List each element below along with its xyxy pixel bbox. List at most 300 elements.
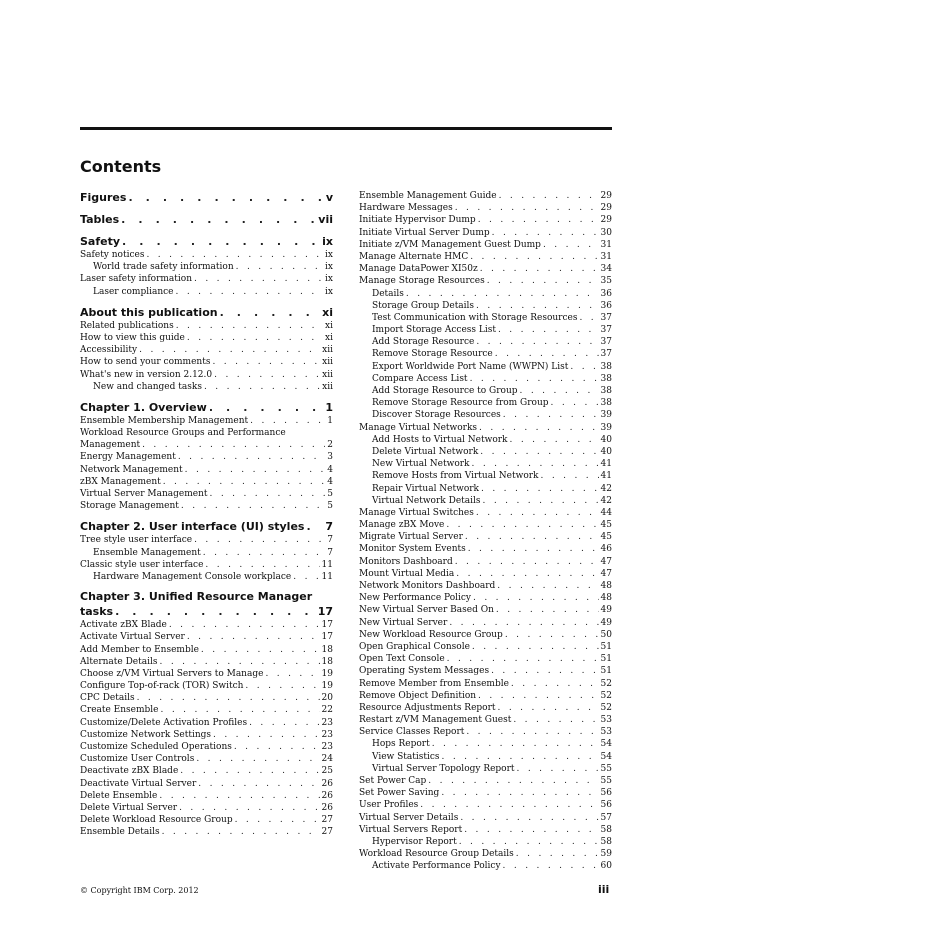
dot-leader: [470, 373, 599, 385]
toc-entry-label: Safety: [80, 235, 121, 248]
toc-page-number: 30: [600, 227, 612, 238]
toc-entry[interactable]: [359, 519, 612, 531]
toc-page-number: 54: [600, 739, 612, 750]
toc-page-number: 58: [600, 824, 612, 835]
toc-section-heading[interactable]: [80, 212, 333, 227]
dot-leader: [459, 836, 599, 848]
toc-section-heading[interactable]: [80, 234, 333, 249]
toc-entry[interactable]: [359, 738, 612, 750]
dot-leader: [249, 717, 319, 729]
dot-leader: [194, 273, 323, 285]
toc-entry[interactable]: [359, 275, 612, 287]
dot-leader: [481, 483, 599, 495]
toc-entry[interactable]: [80, 668, 333, 680]
toc-entry[interactable]: [359, 568, 612, 580]
toc-entry[interactable]: [80, 381, 333, 393]
toc-entry-label: New Performance Policy: [359, 593, 472, 604]
toc-entry-label: About this publication: [80, 305, 218, 319]
toc-page-number: 37: [600, 312, 612, 323]
toc-entry[interactable]: [359, 836, 612, 848]
toc-page-number: 39: [600, 410, 612, 421]
toc-entry[interactable]: [359, 288, 612, 300]
toc-entry[interactable]: [359, 470, 612, 482]
toc-entry[interactable]: [359, 543, 612, 555]
toc-entry[interactable]: [80, 802, 333, 814]
dot-leader: [194, 534, 325, 546]
toc-page-number: 42: [600, 495, 612, 506]
toc-page-number: 19: [321, 668, 333, 679]
toc-entry-label: Discover Storage Resources: [372, 410, 501, 421]
toc-entry-label: Hypervisor Report: [372, 836, 457, 847]
toc-page-number: 7: [327, 547, 333, 558]
toc-entry[interactable]: [80, 439, 333, 451]
toc-page-number: 29: [600, 215, 612, 226]
toc-entry[interactable]: [359, 507, 612, 519]
dot-leader: [137, 692, 320, 704]
dot-leader: [235, 814, 320, 826]
dot-leader: [496, 604, 599, 616]
toc-page-number: 4: [327, 464, 333, 475]
dot-leader: [476, 336, 598, 348]
dot-leader: [446, 519, 598, 531]
toc-entry-label: Test Communication with Storage Resources: [372, 312, 578, 323]
dot-leader: [115, 604, 316, 619]
toc-entry[interactable]: [359, 483, 612, 495]
toc-page-number: 52: [600, 678, 612, 689]
toc-entry[interactable]: [80, 753, 333, 765]
toc-entry[interactable]: [359, 397, 612, 409]
toc-entry[interactable]: [359, 799, 612, 811]
dot-leader: [420, 799, 598, 811]
toc-entry-label: Mount Virtual Media: [359, 568, 455, 579]
dot-leader: [491, 665, 598, 677]
toc-entry-label: Manage Virtual Switches: [359, 507, 474, 518]
toc-entry-label: Customize User Controls: [80, 754, 195, 765]
toc-entry-label: Restart z/VM Management Guest: [359, 715, 512, 726]
toc-entry[interactable]: [80, 692, 333, 704]
toc-entry[interactable]: [359, 446, 612, 458]
toc-entry[interactable]: [80, 826, 333, 838]
toc-entry-label: Remove Storage Resource from Group: [372, 398, 549, 409]
toc-entry-label: Safety notices: [80, 250, 145, 260]
toc-page-number: 57: [600, 812, 612, 823]
toc-entry[interactable]: [359, 202, 612, 214]
toc-entry[interactable]: [359, 726, 612, 738]
toc-entry-label: Deactivate Virtual Server: [80, 778, 197, 789]
toc-entry[interactable]: [80, 644, 333, 656]
toc-section-heading[interactable]: [80, 190, 333, 205]
toc-entry[interactable]: [80, 547, 333, 559]
dot-leader: [480, 446, 598, 458]
dot-leader: [293, 571, 319, 583]
toc-entry-label: Deactivate zBX Blade: [80, 766, 179, 777]
toc-entry-label: Virtual Server Topology Report: [372, 763, 515, 774]
dot-leader: [201, 644, 320, 656]
toc-entry-label: New Virtual Server: [359, 617, 448, 628]
toc-entry-label: New Virtual Network: [372, 459, 470, 470]
toc-section-heading[interactable]: [80, 305, 333, 320]
toc-entry[interactable]: [80, 571, 333, 583]
toc-entry[interactable]: [359, 373, 612, 385]
toc-page-number: 54: [600, 751, 612, 762]
toc-entry[interactable]: [80, 778, 333, 790]
toc-entry[interactable]: [80, 790, 333, 802]
toc-page-number: 50: [600, 629, 612, 640]
toc-entry-label: Figures: [80, 191, 127, 204]
toc-entry[interactable]: [80, 717, 333, 729]
toc-entry[interactable]: [80, 729, 333, 741]
toc-page-number: 53: [600, 727, 612, 738]
dot-leader: [176, 286, 324, 298]
toc-page-number: 49: [600, 605, 612, 616]
toc-entry-label: Manage Virtual Networks: [359, 422, 478, 433]
header-rule: [80, 127, 612, 130]
toc-entry-label: Create Ensemble: [80, 705, 159, 716]
dot-leader: [176, 320, 323, 332]
toc-entry-label: Workload Resource Groups and Performance: [80, 428, 286, 439]
toc-entry-label: Hardware Messages: [359, 203, 453, 214]
toc-entry[interactable]: [359, 763, 612, 775]
toc-entry[interactable]: [359, 300, 612, 312]
toc-entry[interactable]: [359, 775, 612, 787]
toc-entry-label: Chapter 3. Unified Resource Manager: [80, 590, 313, 604]
toc-entry-label: Export Worldwide Port Name (WWPN) List: [372, 361, 569, 372]
dot-leader: [499, 190, 599, 202]
toc-page-number: 24: [321, 754, 333, 765]
toc-entry[interactable]: [359, 348, 612, 360]
toc-entry[interactable]: [80, 344, 333, 356]
toc-entry[interactable]: [359, 336, 612, 348]
toc-entry[interactable]: [359, 653, 612, 665]
toc-page-number: 11: [321, 559, 333, 570]
toc-entry-label: Remove Object Definition: [359, 690, 477, 701]
toc-entry[interactable]: [80, 427, 333, 439]
toc-entry[interactable]: [359, 531, 612, 543]
toc-entry-label: Chapter 2. User interface (UI) styles: [80, 520, 305, 534]
toc-entry[interactable]: [80, 814, 333, 826]
dot-leader: [160, 656, 320, 668]
toc-entry[interactable]: [80, 261, 333, 273]
toc-entry[interactable]: [359, 641, 612, 653]
dot-leader: [460, 812, 598, 824]
toc-page-number: 31: [600, 239, 612, 250]
toc-entry[interactable]: [80, 332, 333, 344]
toc-entry[interactable]: [80, 631, 333, 643]
dot-leader: [503, 860, 599, 872]
toc-entry-label: Activate Virtual Server: [80, 632, 185, 643]
toc-page-number: ix: [325, 262, 333, 273]
toc-entry[interactable]: [359, 848, 612, 860]
toc-page-number: v: [325, 191, 333, 204]
toc-entry[interactable]: [80, 415, 333, 427]
toc-page-number: 52: [600, 690, 612, 701]
dot-leader: [456, 568, 598, 580]
dot-leader: [495, 348, 599, 360]
toc-entry-label: Virtual Server Details: [359, 812, 459, 823]
dot-leader: [142, 439, 325, 451]
dot-leader: [520, 385, 599, 397]
toc-entry[interactable]: [80, 464, 333, 476]
dot-leader: [470, 251, 598, 263]
toc-entry[interactable]: [359, 714, 612, 726]
toc-page-number: 60: [600, 861, 612, 872]
toc-entry[interactable]: [359, 324, 612, 336]
toc-entry-label: Repair Virtual Network: [372, 483, 480, 494]
toc-entry[interactable]: [80, 273, 333, 285]
dot-leader: [198, 778, 319, 790]
toc-entry-label: Delete Virtual Server: [80, 802, 178, 813]
toc-page-number: 38: [600, 386, 612, 396]
dot-leader: [511, 678, 599, 690]
toc-entry-label: User Profiles: [359, 800, 419, 811]
toc-entry-label: Migrate Virtual Server: [359, 532, 463, 543]
toc-entry[interactable]: [80, 741, 333, 753]
toc-page-number: 37: [600, 349, 612, 360]
toc-entry[interactable]: [359, 556, 612, 568]
toc-entry[interactable]: [80, 451, 333, 463]
toc-entry-label: How to send your comments: [80, 357, 211, 368]
toc-entry-label: Add Storage Resource to Group: [372, 386, 518, 396]
dot-leader: [250, 415, 325, 427]
dot-leader: [161, 704, 320, 716]
toc-page-number: 48: [600, 593, 612, 604]
toc-entry[interactable]: [359, 263, 612, 275]
dot-leader: [480, 263, 599, 275]
toc-entry-label: New Virtual Server Based On: [359, 605, 494, 616]
toc-entry[interactable]: [359, 787, 612, 799]
toc-entry[interactable]: [359, 361, 612, 373]
toc-page-number: 56: [600, 788, 612, 799]
toc-page-number: 35: [600, 276, 612, 287]
dot-leader: [579, 312, 598, 324]
dot-leader: [464, 824, 598, 836]
toc-entry-label: Ensemble Management Guide: [359, 191, 497, 201]
dot-leader: [122, 234, 320, 249]
toc-entry[interactable]: [80, 680, 333, 692]
toc-entry-label: Configure Top-of-rack (TOR) Switch: [80, 681, 244, 692]
toc-section-heading[interactable]: [80, 590, 333, 604]
toc-page-number: 51: [600, 641, 612, 652]
dot-leader: [406, 288, 599, 300]
toc-entry[interactable]: [359, 312, 612, 324]
toc-entry-label: Add Hosts to Virtual Network: [372, 434, 508, 445]
toc-page-number: 26: [321, 802, 333, 813]
dot-leader: [442, 751, 599, 763]
toc-entry[interactable]: [80, 765, 333, 777]
toc-page-number: 23: [321, 742, 333, 752]
toc-entry-label: Management: [80, 440, 141, 451]
toc-entry-label: Alternate Details: [80, 656, 158, 667]
toc-page-number: 36: [600, 300, 612, 311]
toc-page-number: 7: [325, 520, 333, 534]
dot-leader: [128, 190, 323, 205]
toc-page-number: 49: [600, 617, 612, 628]
toc-entry-label: Customize/Delete Activation Profiles: [80, 717, 248, 728]
dot-leader: [498, 702, 599, 714]
toc-entry[interactable]: [359, 678, 612, 690]
toc-entry-label: Manage DataPower XI50z: [359, 264, 478, 275]
toc-entry[interactable]: [359, 385, 612, 397]
toc-entry-label: Add Member to Ensemble: [80, 644, 199, 655]
toc-entry[interactable]: [359, 592, 612, 604]
toc-page-number: 51: [600, 666, 612, 677]
toc-page-number: xii: [322, 345, 333, 356]
dot-leader: [432, 738, 599, 750]
toc-entry-label: Manage Storage Resources: [359, 276, 485, 287]
page-number: iii: [598, 883, 610, 896]
toc-entry[interactable]: [359, 190, 612, 202]
toc-page-number: 59: [600, 849, 612, 860]
toc-entry[interactable]: [80, 619, 333, 631]
dot-leader: [473, 592, 599, 604]
toc-page-number: 41: [600, 471, 612, 482]
toc-entry[interactable]: [359, 227, 612, 239]
toc-page-number: 34: [600, 264, 612, 275]
dot-leader: [497, 580, 598, 592]
toc-entry[interactable]: [359, 251, 612, 263]
dot-leader: [139, 344, 320, 356]
dot-leader: [185, 464, 326, 476]
toc-entry-label: Chapter 1. Overview: [80, 400, 207, 414]
toc-entry-label: Tables: [80, 213, 120, 226]
toc-page-number: 17: [317, 605, 333, 619]
toc-entry[interactable]: [359, 751, 612, 763]
toc-page-number: 38: [600, 373, 612, 384]
toc-page-number: xii: [322, 357, 333, 368]
toc-entry-label: Virtual Server Management: [80, 489, 208, 499]
toc-section-heading[interactable]: [80, 604, 333, 619]
toc-page-number: 7: [327, 535, 333, 546]
toc-entry[interactable]: [359, 812, 612, 824]
toc-entry[interactable]: [80, 249, 333, 261]
dot-leader: [169, 619, 320, 631]
toc-entry-label: Manage Alternate HMC: [359, 251, 469, 262]
toc-page-number: 51: [600, 654, 612, 665]
toc-column-right: [359, 190, 612, 873]
dot-leader: [447, 653, 599, 665]
dot-leader: [159, 790, 319, 802]
toc-entry-label: Remove Hosts from Virtual Network: [372, 471, 539, 482]
toc-page-number: 45: [600, 532, 612, 543]
dot-leader: [541, 470, 599, 482]
dot-leader: [479, 422, 599, 434]
toc-page-number: 46: [600, 544, 612, 555]
toc-entry-label: Accessibility: [80, 345, 138, 356]
toc-entry-label: Open Text Console: [359, 654, 445, 665]
toc-page-number: 4: [327, 476, 333, 487]
toc-page-number: 41: [600, 459, 612, 470]
toc-entry[interactable]: [359, 617, 612, 629]
toc-page-number: 38: [600, 361, 612, 372]
toc-entry[interactable]: [359, 629, 612, 641]
dot-leader: [236, 261, 323, 273]
toc-entry-label: What's new in version 2.12.0: [80, 369, 213, 380]
toc-entry-label: Details: [372, 288, 404, 299]
toc-entry[interactable]: [359, 860, 612, 872]
toc-page-number: 27: [321, 815, 333, 826]
dot-leader: [180, 765, 319, 777]
toc-entry[interactable]: [359, 409, 612, 421]
toc-entry[interactable]: [359, 665, 612, 677]
toc-entry-label: Delete Virtual Network: [372, 446, 479, 457]
toc-entry-label: Laser compliance: [93, 286, 174, 297]
toc-page-number: 40: [600, 434, 612, 445]
toc-page-number: 37: [600, 337, 612, 348]
toc-entry-label: Hardware Management Console workplace: [93, 571, 292, 582]
dot-leader: [179, 802, 319, 814]
toc-entry[interactable]: [359, 434, 612, 446]
toc-entry-label: Service Classes Report: [359, 727, 465, 738]
toc-entry-label: Customize Scheduled Operations: [80, 742, 232, 752]
toc-entry[interactable]: [359, 458, 612, 470]
toc-entry[interactable]: [359, 239, 612, 251]
dot-leader: [455, 202, 599, 214]
toc-entry[interactable]: [80, 534, 333, 546]
toc-page-number: 18: [321, 656, 333, 667]
dot-leader: [492, 227, 599, 239]
dot-leader: [204, 381, 320, 393]
dot-leader: [214, 369, 320, 381]
dot-leader: [468, 543, 599, 555]
toc-page-number: 25: [321, 766, 333, 777]
toc-entry[interactable]: [359, 580, 612, 592]
toc-page-number: 45: [600, 520, 612, 531]
toc-entry[interactable]: [80, 369, 333, 381]
dot-leader: [441, 787, 598, 799]
toc-entry[interactable]: [80, 286, 333, 298]
toc-page-number: 17: [321, 632, 333, 643]
toc-section-heading[interactable]: [80, 519, 333, 534]
toc-entry[interactable]: [359, 702, 612, 714]
toc-entry-label: Delete Workload Resource Group: [80, 815, 233, 826]
toc-entry[interactable]: [359, 824, 612, 836]
dot-leader: [196, 753, 319, 765]
toc-entry[interactable]: [80, 320, 333, 332]
dot-leader: [449, 617, 598, 629]
dot-leader: [465, 531, 599, 543]
toc-entry-label: Open Graphical Console: [359, 641, 470, 652]
dot-leader: [121, 212, 316, 227]
toc-entry[interactable]: [359, 690, 612, 702]
toc-entry-label: Choose z/VM Virtual Servers to Manage: [80, 668, 264, 679]
toc-page-number: 23: [321, 717, 333, 728]
toc-entry[interactable]: [80, 656, 333, 668]
toc-entry-label: Monitors Dashboard: [359, 556, 453, 567]
toc-entry-label: zBX Management: [80, 476, 161, 487]
toc-entry[interactable]: [80, 500, 333, 512]
toc-entry[interactable]: [359, 422, 612, 434]
toc-page-number: 18: [321, 644, 333, 655]
toc-entry[interactable]: [359, 604, 612, 616]
toc-entry-label: Virtual Network Details: [372, 495, 481, 506]
dot-leader: [306, 519, 323, 534]
toc-entry[interactable]: [359, 495, 612, 507]
toc-entry-label: Related publications: [80, 320, 174, 331]
toc-section-heading[interactable]: [80, 400, 333, 415]
toc-entry[interactable]: [80, 476, 333, 488]
toc-entry[interactable]: [80, 356, 333, 368]
toc-entry[interactable]: [359, 214, 612, 226]
toc-page-number: 1: [325, 400, 333, 414]
dot-leader: [245, 680, 319, 692]
dot-leader: [517, 763, 599, 775]
toc-page-number: 47: [600, 556, 612, 567]
toc-entry-label: Operating System Messages: [359, 666, 490, 677]
toc-entry[interactable]: [80, 704, 333, 716]
toc-entry[interactable]: [80, 559, 333, 571]
toc-entry[interactable]: [80, 488, 333, 500]
dot-leader: [516, 848, 599, 860]
